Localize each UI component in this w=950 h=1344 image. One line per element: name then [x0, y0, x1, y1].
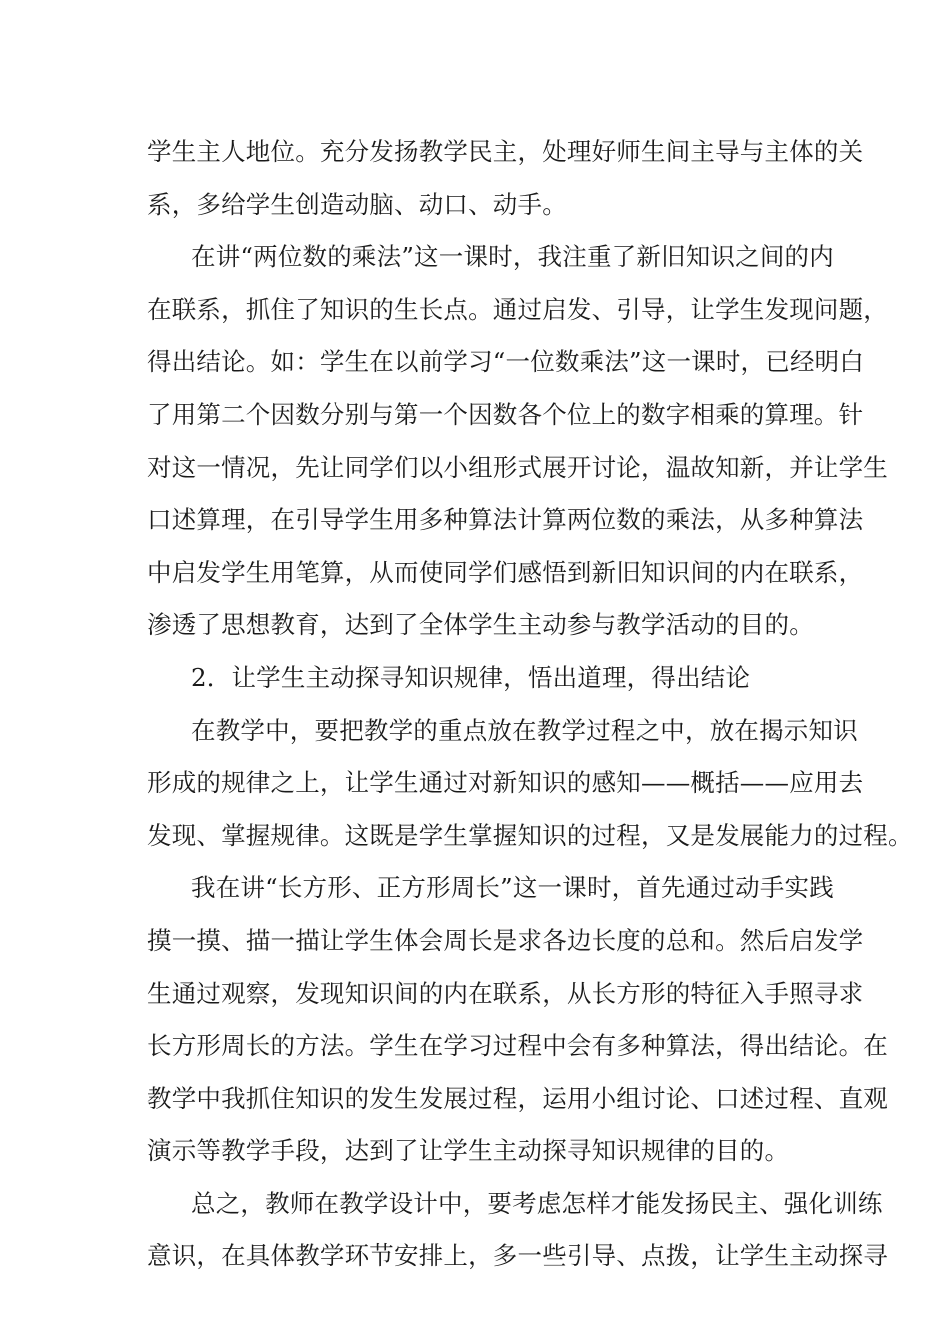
- text-line: 意识，在具体教学环节安排上，多一些引导、点拨，让学生主动探寻: [147, 1241, 888, 1271]
- text-line: 长方形周长的方法。学生在学习过程中会有多种算法，得出结论。在: [147, 1031, 888, 1061]
- text-line: 学生主人地位。充分发扬教学民主，处理好师生间主导与主体的关: [147, 137, 864, 166]
- section-heading: 2．让学生主动探寻知识规律，悟出道理，得出结论: [191, 662, 751, 692]
- paragraph-start-line: 在讲“两位数的乘法”这一课时，我注重了新旧知识之间的内: [191, 242, 834, 272]
- text-line: 系，多给学生创造动脑、动口、动手。: [147, 189, 567, 219]
- text-line: 对这一情况，先让同学们以小组形式展开讨论，温故知新，并让学生: [147, 452, 888, 482]
- text-line: 演示等教学手段，达到了让学生主动探寻知识规律的目的。: [147, 1136, 790, 1166]
- text-line: 教学中我抓住知识的发生发展过程，运用小组讨论、口述过程、直观: [147, 1083, 888, 1113]
- text-line: 在联系，抓住了知识的生长点。通过启发、引导，让学生发现问题，: [147, 294, 888, 324]
- text-line: 得出结论。如：学生在以前学习“一位数乘法”这一课时，已经明白: [147, 347, 865, 377]
- document-body: [147, 126, 913, 1283]
- paragraph-start-line: 总之，教师在教学设计中，要考虑怎样才能发扬民主、强化训练: [191, 1188, 883, 1218]
- text-line: 发现、掌握规律。这既是学生掌握知识的过程，又是发展能力的过程。: [147, 820, 913, 850]
- text-line: 口述算理，在引导学生用多种算法计算两位数的乘法，从多种算法: [147, 505, 864, 535]
- text-line: 生通过观察，发现知识间的内在联系，从长方形的特征入手照寻求: [147, 978, 864, 1008]
- paragraph-start-line: 在教学中，要把教学的重点放在教学过程之中，放在揭示知识: [191, 715, 858, 745]
- text-line: 中启发学生用笔算，从而使同学们感悟到新旧知识间的内在联系，: [147, 557, 864, 587]
- text-line: 形成的规律之上，让学生通过对新知识的感知——概括——应用去: [147, 768, 864, 798]
- paragraph-start-line: 我在讲“长方形、正方形周长”这一课时，首先通过动手实践: [191, 873, 834, 903]
- text-line: 渗透了思想教育，达到了全体学生主动参与教学活动的目的。: [147, 610, 814, 640]
- text-line: 了用第二个因数分别与第一个因数各个位上的数字相乘的算理。针: [147, 399, 864, 429]
- text-line: 摸一摸、描一描让学生体会周长是求各边长度的总和。然后启发学: [147, 925, 864, 955]
